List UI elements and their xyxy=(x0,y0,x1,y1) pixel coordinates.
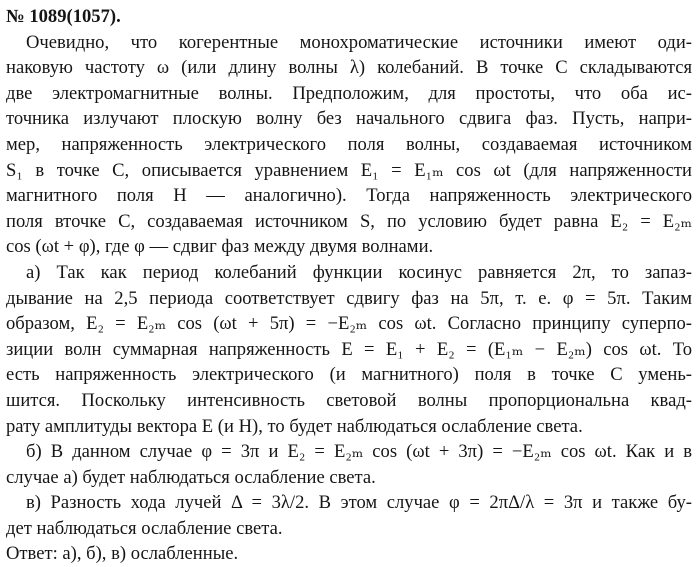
part-b-paragraph xyxy=(6,439,692,490)
text-line: cos (ωt + φ), где φ — сдвиг фаз между двумя волнами. xyxy=(6,236,434,258)
text-line: дет наблюдаться ослабление света. xyxy=(6,517,283,539)
part-c-paragraph xyxy=(6,490,692,541)
text-line: мер, напряженность электрического поля волны, создаваемая источником xyxy=(6,133,692,155)
text-line: дывание на 2,5 периода соответствует сдвигу фаз на 5π, т. е. φ = 5π. Таким xyxy=(6,287,692,309)
text-line: образом, E₂ = E₂ₘ cos (ωt + 5π) = −E₂ₘ cos ωt. Согласно принципу суперпо- xyxy=(6,313,692,335)
text-line: зиции волн суммарная напряженность E = E₁ + E₂ = (E₁ₘ − E₂ₘ) cos ωt. То xyxy=(6,338,692,360)
text-line: магнитного поля H — аналогично). Тогда напряженность электрического xyxy=(6,185,692,207)
text-line: б) В данном случае φ = 3π и E₂ = E₂ₘ cos (ωt + 3π) = −E₂ₘ cos ωt. Как и в xyxy=(26,441,692,463)
problem-number: № 1089(1057). xyxy=(6,6,121,27)
text-line: шится. Поскольку интенсивность световой волны пропорциональна квад- xyxy=(6,389,692,411)
text-line: S₁ в точке C, описывается уравнением E₁ = E₁ₘ cos ωt (для напряженности xyxy=(6,159,692,181)
text-line: рату амплитуды вектора E (и H), то будет наблюдаться ослабление света. xyxy=(6,415,583,437)
text-line: поля вточке C, создаваемая источником S, по условию будет равна E₂ = E₂ₘ xyxy=(6,210,692,232)
text-line: точника излучают плоскую волну без начального сдвига фаз. Пусть, напри- xyxy=(6,108,692,130)
text-line: две электромагнитные волны. Предположим, для простоты, что оба ис- xyxy=(6,82,692,104)
intro-paragraph xyxy=(6,30,692,260)
answer-line: Ответ: а), б), в) ослабленные. xyxy=(6,543,239,565)
text-line: есть напряженность электрического (и магнитного) поля в точке C умень- xyxy=(6,364,692,386)
text-line: а) Так как период колебаний функции косинус равняется 2π, то запаз- xyxy=(26,261,692,283)
text-line: в) Разность хода лучей Δ = 3λ/2. В этом случае φ = 2πΔ/λ = 3π и также бу- xyxy=(26,492,692,514)
text-line: Очевидно, что когерентные монохроматические источники имеют оди- xyxy=(26,31,692,53)
part-a-paragraph xyxy=(6,260,692,439)
text-line: случае а) будет наблюдаться ослабление света. xyxy=(6,466,376,488)
text-line: наковую частоту ω (или длину волны λ) колебаний. В точке C складываются xyxy=(6,57,692,79)
